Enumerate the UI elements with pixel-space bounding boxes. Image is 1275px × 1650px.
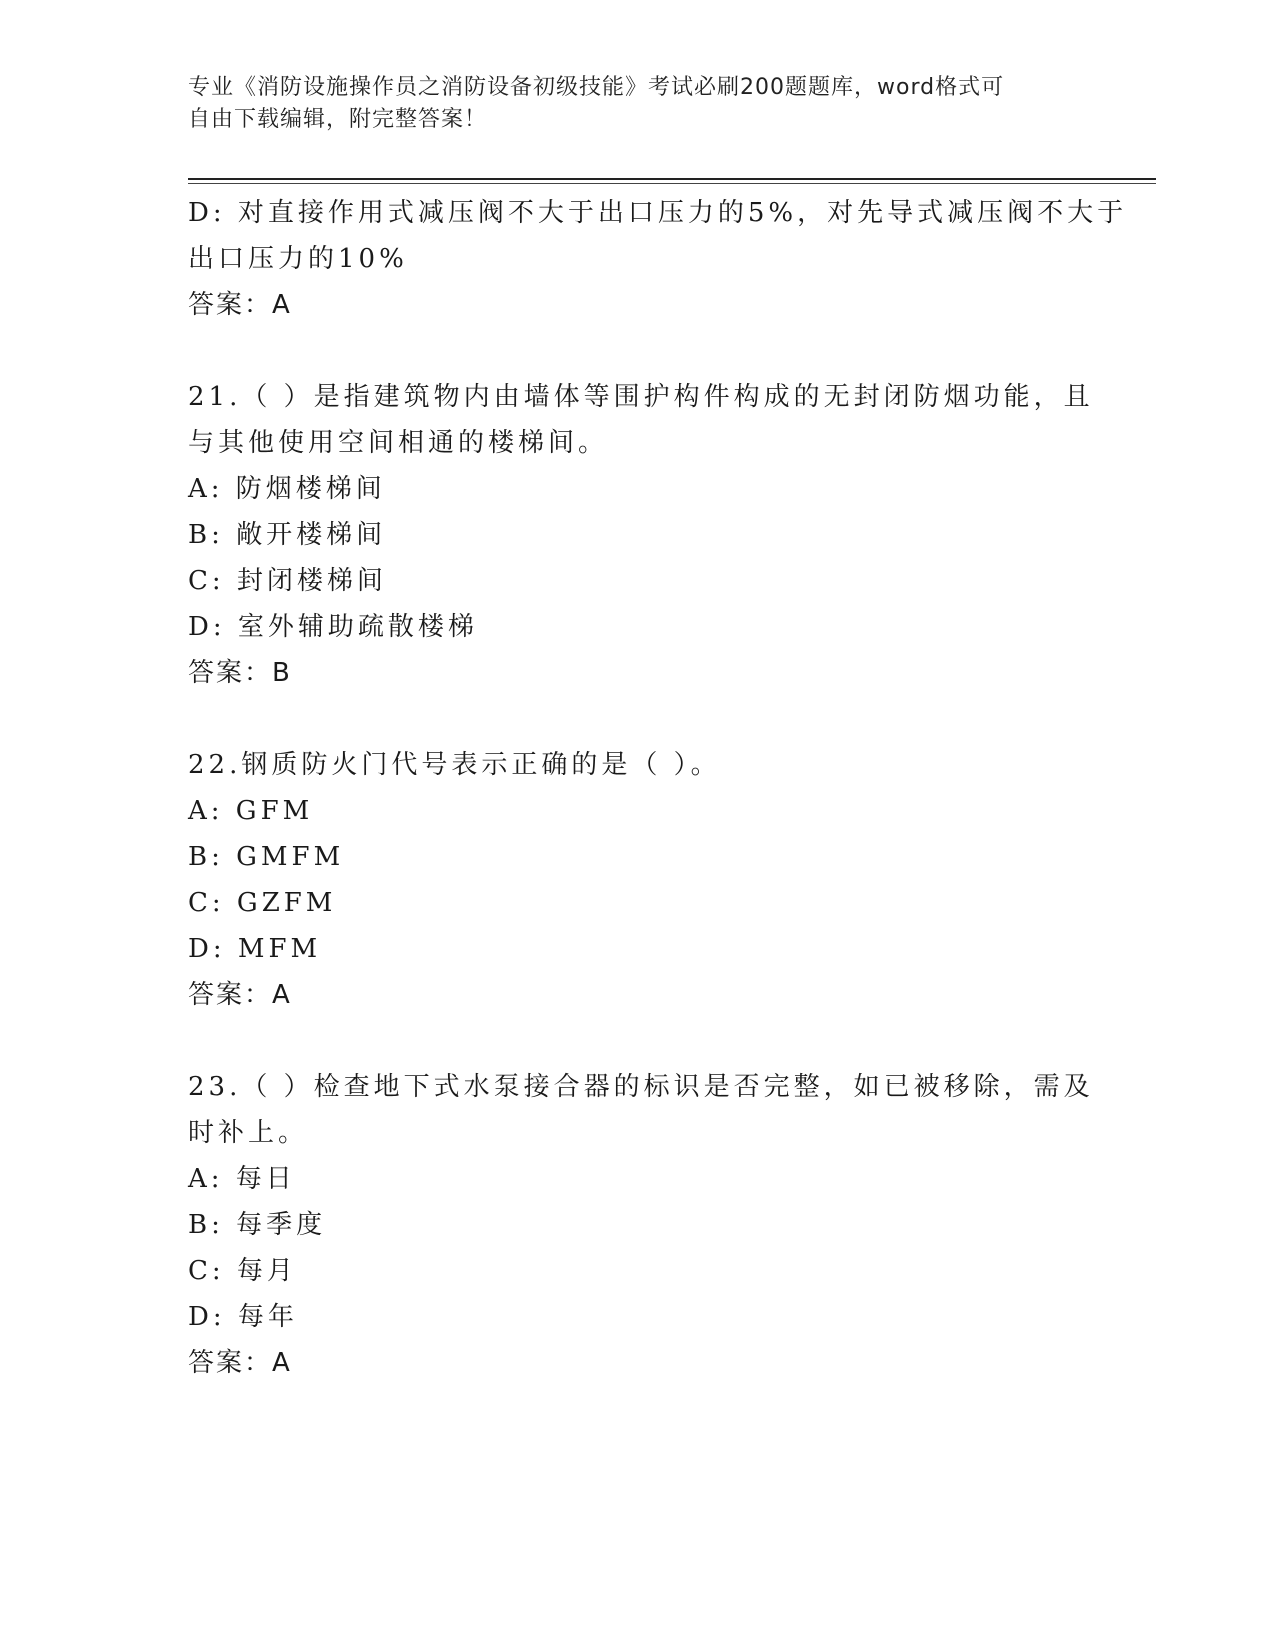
option-d-continued: 出口压力的10% xyxy=(188,244,408,274)
option-a: A: GFM xyxy=(188,796,314,826)
answer-line: 答案：A xyxy=(188,980,292,1010)
option-a: A: 防烟楼梯间 xyxy=(188,474,386,504)
header-divider-thin xyxy=(188,183,1156,184)
option-b: B: 每季度 xyxy=(188,1210,327,1240)
question-21 xyxy=(188,374,1094,696)
header-divider-thick xyxy=(188,178,1156,180)
question-stem: 22.钢质防火门代号表示正确的是（ ）。 xyxy=(188,750,721,780)
header-line-1: 专业《消防设施操作员之消防设备初级技能》考试必刷200题题库，word格式可 xyxy=(188,75,1005,100)
option-c: C: 封闭楼梯间 xyxy=(188,566,387,596)
question-stem: 23.（ ）检查地下式水泵接合器的标识是否完整，如已被移除，需及 xyxy=(188,1072,1094,1102)
previous-question-tail xyxy=(188,190,1128,328)
option-d: D: 对直接作用式减压阀不大于出口压力的5%，对先导式减压阀不大于 xyxy=(188,198,1128,228)
document-header xyxy=(188,72,1088,136)
question-stem: 21.（ ）是指建筑物内由墙体等围护构件构成的无封闭防烟功能，且 xyxy=(188,382,1094,412)
option-c: C: GZFM xyxy=(188,888,337,918)
question-stem-continued: 与其他使用空间相通的楼梯间。 xyxy=(188,428,609,458)
answer-line: 答案：A xyxy=(188,1348,292,1378)
spacer xyxy=(188,696,1088,742)
option-a: A: 每日 xyxy=(188,1164,296,1194)
header-line-2: 自由下载编辑，附完整答案！ xyxy=(188,107,488,132)
answer-line: 答案：B xyxy=(188,658,292,688)
question-23 xyxy=(188,1064,1094,1386)
option-d: D: 室外辅助疏散楼梯 xyxy=(188,612,478,642)
option-d: D: MFM xyxy=(188,934,322,964)
question-stem-continued: 时补上。 xyxy=(188,1118,309,1148)
document-body xyxy=(188,190,1128,1386)
option-d: D: 每年 xyxy=(188,1302,298,1332)
answer-line: 答案：A xyxy=(188,290,292,320)
option-b: B: 敞开楼梯间 xyxy=(188,520,387,550)
question-22 xyxy=(188,742,1088,1018)
spacer xyxy=(188,328,1088,374)
option-b: B: GMFM xyxy=(188,842,345,872)
spacer xyxy=(188,1018,1088,1064)
option-c: C: 每月 xyxy=(188,1256,297,1286)
